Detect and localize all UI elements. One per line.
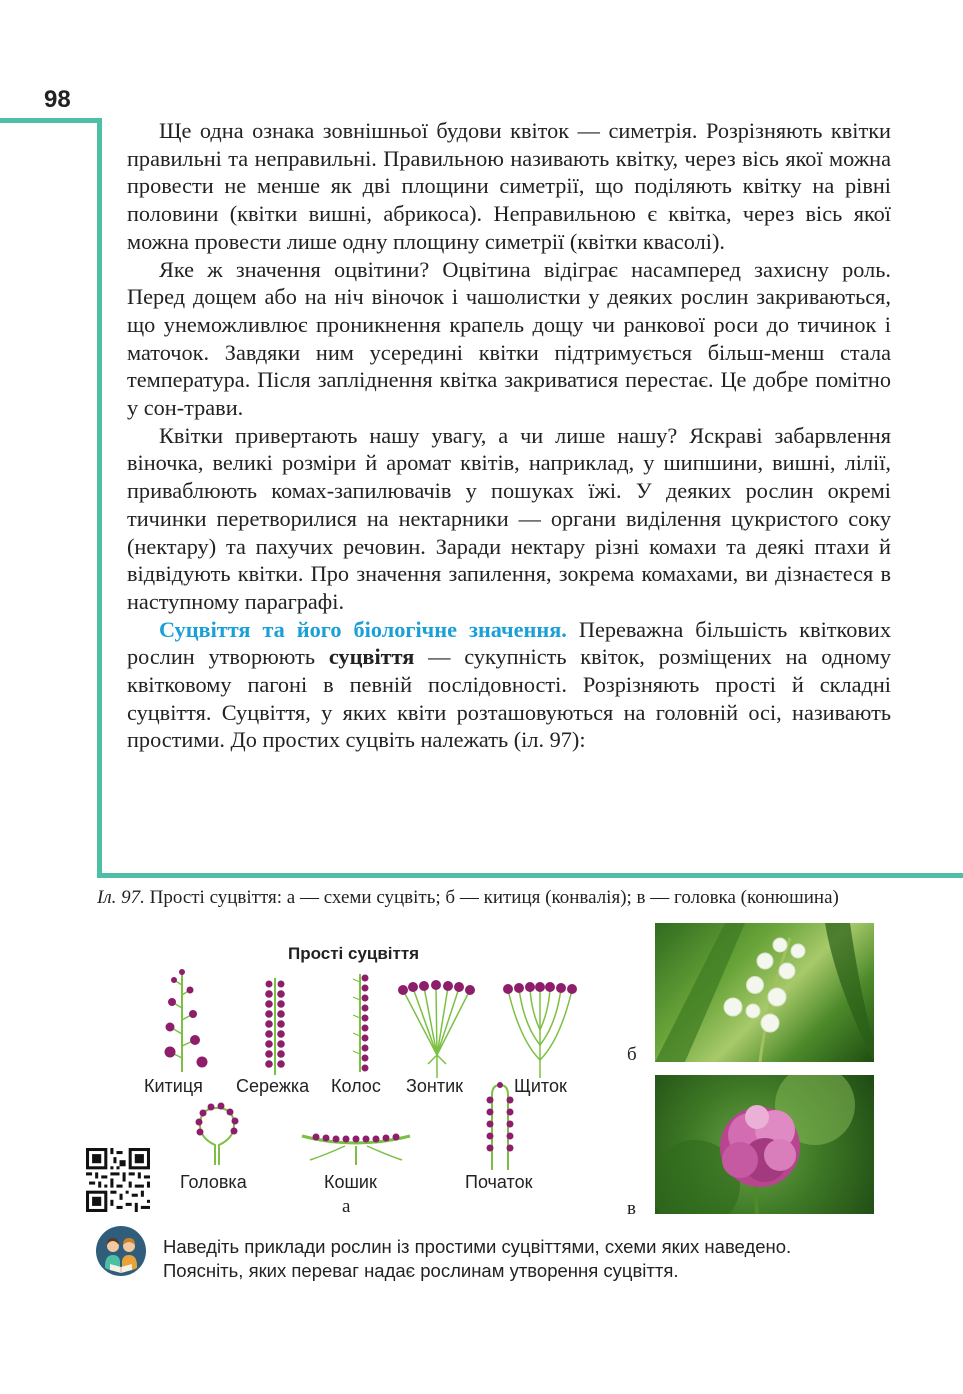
frame-bottom-border: [97, 873, 963, 878]
umbel-diagram: [398, 980, 475, 1078]
raceme-diagram: [165, 969, 208, 1072]
task-text: [163, 1235, 923, 1283]
label-catkin: Сережка: [236, 1076, 310, 1096]
head-diagram: [196, 1103, 239, 1166]
inflorescence-schemes: [120, 960, 600, 1180]
scheme-title: Прості суцвіття: [288, 944, 420, 963]
label-raceme: Китиця: [144, 1076, 203, 1096]
paragraph-symmetry: Ще одна ознака зовнішньої будови квіток — симетрія. Розрізняють квітки правильні та неправильні. Правильною називають квітку, через вісь якої можна провести не менше як дві площини симетрії, що поділяють квітку на рівні половини (квітки вишні, абрикоса). Неправильною є квітка, через вісь якої можна провести лише одну площину симетрії (квітки квасолі).: [127, 118, 891, 254]
caption-text: Прості суцвіття: а — схеми суцвіть; б — китиця (конвалія); в — головка (конюшина): [144, 887, 839, 908]
frame-top-border: [0, 118, 102, 123]
label-corymb: Щиток: [514, 1076, 567, 1096]
paragraph-inflorescence: [127, 616, 891, 755]
spike-diagram: [353, 974, 369, 1072]
panel-label-v: в: [627, 1198, 636, 1219]
section-intro: Переважна більшість квіткових рослин утворюють: [127, 616, 891, 670]
paragraph-perianth: Яке ж значення оцвітини? Оцвітина відіграє насамперед захисну роль. Перед дощем або на ніч віночок і чашолистки у деяких рослин закриваються, що унеможливлює проникнення крапель дощу чи ранкової роси до тичинок і маточок. Завдяки ним усередині квітки підтримується більш-менш стала температура. Після запліднення квітка закриватися перестає. Це добре помітно у сон-трави.: [127, 256, 891, 421]
term-inflorescence: суцвіття: [328, 644, 415, 670]
catkin-diagram: [265, 978, 285, 1075]
task-line-2: Поясніть, яких переваг надає рослинам утворення суцвіття.: [163, 1260, 679, 1281]
panel-label-b: б: [627, 1044, 637, 1065]
caption-label: Іл. 97.: [97, 887, 145, 908]
panel-label-a: а: [342, 1196, 351, 1217]
label-spike: Колос: [331, 1076, 381, 1096]
corymb-diagram: [503, 982, 577, 1078]
label-umbel: Зонтик: [406, 1076, 463, 1096]
paragraph-attraction: Квітки привертають нашу увагу, а чи лише нашу? Яскраві забарвлення віночка, великі розміри й аромат квітів, наприклад, у шипшини, вишні, лілії, приваблюють комах-запилювачів у пошуках їжі. У деяких рослин окремі тичинки перетворилися на нектарники — органи виділення цукристого соку (нектару) та пахучих речовин. Заради нектару різні комахи та деякі птахи й відвідують квітки. Про значення запилення, зокрема комахами, ви дізнаєтеся в наступному параграфі.: [127, 422, 891, 614]
figure-caption: [97, 886, 897, 909]
label-spadix: Початок: [465, 1172, 533, 1192]
students-icon: [96, 1226, 146, 1276]
section-heading: Суцвіття та його біологічне значення.: [159, 616, 567, 642]
main-text: [127, 117, 891, 754]
frame-left-border: [97, 118, 102, 878]
section-rest: — сукупність квіток, розміщених на одному квітковому пагоні в певній послідовності. Розрізняють прості й складні суцвіття. Суцвіття, у яких квіти розташовуються на головній осі, називають простими. До простих суцвіть належать (іл. 97):: [127, 644, 891, 753]
capitulum-diagram: [302, 1134, 410, 1166]
clover-photo: [655, 1075, 874, 1214]
lily-of-the-valley-photo: [655, 923, 874, 1062]
page-number: 98: [44, 86, 71, 113]
qr-code-icon[interactable]: [86, 1148, 150, 1212]
label-head: Головка: [180, 1172, 247, 1192]
task-line-1: Наведіть приклади рослин із простими суцвіттями, схеми яких наведено.: [163, 1236, 792, 1257]
spadix-diagram: [487, 1082, 514, 1170]
label-capitulum: Кошик: [324, 1172, 377, 1192]
